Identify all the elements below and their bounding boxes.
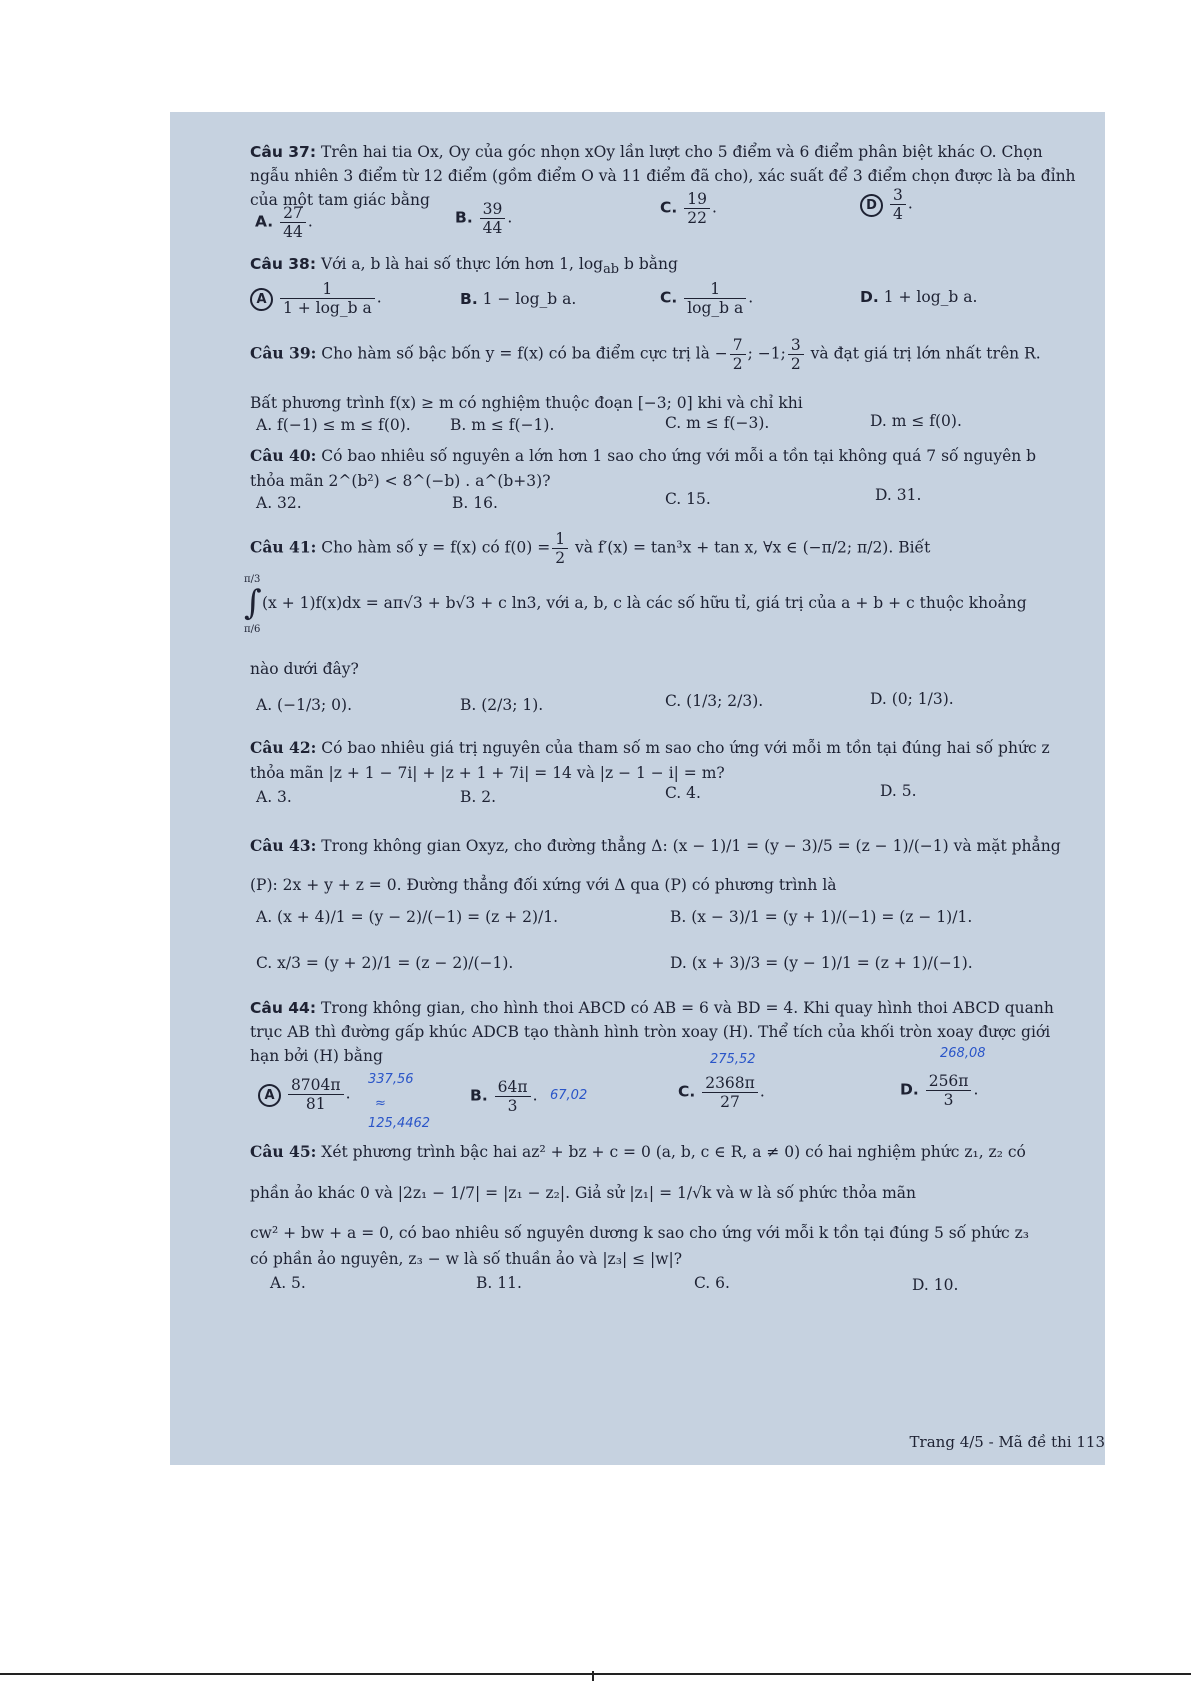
q42-option-d: D. 5. <box>880 782 917 800</box>
circled-answer-mark: A <box>250 288 273 311</box>
q37-option-c: C. $\frac{19}{22}$ . <box>660 190 717 227</box>
fraction: $\frac{8704\pi}{81}$ <box>288 1076 344 1113</box>
circled-answer-mark: D <box>860 194 883 217</box>
fraction: $\frac{1}{\text{1 + log\_b a}}$ <box>280 280 375 317</box>
photographed-exam-page <box>170 112 1105 1465</box>
question-45-label: Câu 45: <box>250 1142 317 1161</box>
question-37-label: Câu 37: <box>250 143 317 161</box>
question-43-line2: (P): 2x + y + z = 0. Đường thẳng đối xứng với Δ qua (P) có phương trình là <box>250 876 837 894</box>
handwritten-note: 67,02 <box>550 1088 588 1103</box>
q41-option-a: A. (−1/3; 0). <box>256 696 353 714</box>
q43-option-b: B. (x − 3)/1 = (y + 1)/(−1) = (z − 1)/1. <box>670 908 973 926</box>
q41-option-d: D. (0; 1/3). <box>870 690 954 708</box>
q43-option-a: A. (x + 4)/1 = (y − 2)/(−1) = (z + 2)/1. <box>256 908 559 926</box>
q44-option-b: B. $\frac{64\pi}{3}$ . <box>470 1078 538 1115</box>
q41-option-c: C. (1/3; 2/3). <box>665 692 764 710</box>
fraction: $\frac{2368\pi}{27}$ <box>702 1074 758 1111</box>
fraction: $\frac{7}{2}$ <box>730 336 746 373</box>
q38-option-c: C. $\frac{1}{\text{log\_b a}}$ . <box>660 280 754 317</box>
question-45: Câu 45: Xét phương trình bậc hai az² + bz + c = 0 (a, b, c ∈ R, a ≠ 0) có hai nghiệm phức z₁, z₂ có <box>250 1142 1026 1161</box>
q45-option-c: C. 6. <box>694 1274 730 1292</box>
q42-option-a: A. 3. <box>256 788 292 806</box>
circled-answer-mark: A <box>258 1084 281 1107</box>
question-45-line4: có phần ảo nguyên, z₃ − w là số thuần ảo và |z₃| ≤ |w|? <box>250 1250 683 1268</box>
q44-option-c: C. $\frac{2368\pi}{27}$ . <box>678 1074 765 1111</box>
question-45-line3: cw² + bw + a = 0, có bao nhiêu số nguyên dương k sao cho ứng với mỗi k tồn tại đúng 5 số phức z₃ <box>250 1224 1029 1242</box>
divider-tick <box>592 1671 594 1681</box>
fraction: $\frac{3}{4}$ <box>890 186 906 223</box>
question-43-label: Câu 43: <box>250 836 317 855</box>
handwritten-note: 337,56 <box>368 1072 414 1087</box>
q40-option-b: B. 16. <box>452 494 498 512</box>
q39-option-d: D. m ≤ f(0). <box>870 412 962 430</box>
question-39: Câu 39: Cho hàm số bậc bốn y = f(x) có ba điểm cực trị là − $\frac{7}{2}$ ; −1; $\frac{3}{2}$ và đạt giá trị lớn nhất trên R. <box>250 336 1041 373</box>
question-42: Câu 42: Có bao nhiêu giá trị nguyên của tham số m sao cho ứng với mỗi m tồn tại đúng hai số phức z <box>250 738 1050 757</box>
q41-option-b: B. (2/3; 1). <box>460 696 544 714</box>
q43-option-d: D. (x + 3)/3 = (y − 1)/1 = (z + 1)/(−1). <box>670 954 973 972</box>
q39-option-a: A. f(−1) ≤ m ≤ f(0). <box>256 416 411 434</box>
q44-option-d: D. $\frac{256\pi}{3}$ . <box>900 1072 979 1109</box>
handwritten-note: ≈ <box>375 1096 386 1111</box>
q44-option-a: A $\frac{8704\pi}{81}$ . <box>258 1076 351 1113</box>
question-39-line2: Bất phương trình f(x) ≥ m có nghiệm thuộc đoạn [−3; 0] khi và chỉ khi <box>250 394 803 412</box>
question-44-label: Câu 44: <box>250 999 317 1017</box>
question-41-label: Câu 41: <box>250 537 317 557</box>
question-38-label: Câu 38: <box>250 255 317 273</box>
q45-option-b: B. 11. <box>476 1274 522 1292</box>
q38-option-d: D. 1 + log_b a. <box>860 288 978 306</box>
question-37-text: Trên hai tia Ox, Oy của góc nhọn xOy lần lượt cho 5 điểm và 6 điểm phân biệt khác O. Chọn ngẫu nhiên 3 điểm từ 12 điểm (gồm điểm O và 11 điểm đã cho), xác suất để 3 điểm chọn được là ba đỉnh của một tam giác bằng <box>250 143 1076 209</box>
fraction: $\frac{3}{2}$ <box>788 336 804 373</box>
integral-upper-limit: π/3 <box>244 574 261 585</box>
question-40: Câu 40: Có bao nhiêu số nguyên a lớn hơn 1 sao cho ứng với mỗi a tồn tại không quá 7 số nguyên b <box>250 446 1037 465</box>
question-40-label: Câu 40: <box>250 446 317 465</box>
question-41-integral-line: (x + 1)f(x)dx = aπ√3 + b√3 + c ln3, với a, b, c là các số hữu tỉ, giá trị của a + b + c thuộc khoảng <box>262 594 1027 612</box>
q37-option-a: A. $\frac{27}{44}$ . <box>255 204 313 241</box>
question-43: Câu 43: Trong không gian Oxyz, cho đường thẳng Δ: (x − 1)/1 = (y − 3)/5 = (z − 1)/(−1) và mặt phẳng <box>250 836 1061 855</box>
handwritten-note: 125,4462 <box>368 1116 431 1131</box>
q39-option-c: C. m ≤ f(−3). <box>665 414 770 432</box>
fraction: $\frac{1}{\text{log\_b a}}$ <box>684 280 746 317</box>
fraction: $\frac{1}{2}$ <box>552 530 568 567</box>
handwritten-note: 268,08 <box>940 1046 986 1061</box>
question-42-label: Câu 42: <box>250 738 317 757</box>
q43-option-c: C. x/3 = (y + 2)/1 = (z − 2)/(−1). <box>256 954 514 972</box>
fraction: $\frac{27}{44}$ <box>280 204 306 241</box>
q42-option-c: C. 4. <box>665 784 701 802</box>
question-39-label: Câu 39: <box>250 343 317 363</box>
fraction: $\frac{19}{22}$ <box>684 190 710 227</box>
question-38: Câu 38: Với a, b là hai số thực lớn hơn 1, $\log_{ab} b$ bằng <box>250 255 678 278</box>
q40-option-a: A. 32. <box>256 494 302 512</box>
q40-option-c: C. 15. <box>665 490 711 508</box>
q39-option-b: B. m ≤ f(−1). <box>450 416 555 434</box>
q38-option-a: A $\frac{1}{\text{1 + log\_b a}}$ . <box>250 280 382 317</box>
integral-lower-limit: π/6 <box>244 624 261 635</box>
question-41-line3: nào dưới đây? <box>250 660 359 678</box>
handwritten-note: 275,52 <box>710 1052 756 1067</box>
q45-option-d: D. 10. <box>912 1276 959 1294</box>
page-footer: Trang 4/5 - Mã đề thi 113 <box>909 1433 1105 1451</box>
question-44: Câu 44: Trong không gian, cho hình thoi ABCD có AB = 6 và BD = 4. Khi quay hình thoi ABCD quanh trục AB thì đường gấp khúc ADCB tạo thành hình tròn xoay (H). Thể tích của khối tròn xoay được giới hạn bởi (H) bằng <box>250 999 1054 1065</box>
divider <box>0 1673 1191 1675</box>
q40-option-d: D. 31. <box>875 486 922 504</box>
question-42-line2: thỏa mãn |z + 1 − 7i| + |z + 1 + 7i| = 14 và |z − 1 − i| = m? <box>250 764 725 782</box>
q37-option-d: D $\frac{3}{4}$ . <box>860 186 913 223</box>
fraction: $\frac{64\pi}{3}$ <box>495 1078 531 1115</box>
integral-sign: ∫ <box>244 583 262 623</box>
q42-option-b: B. 2. <box>460 788 497 806</box>
question-40-line2: thỏa mãn 2^(b²) < 8^(−b) . a^(b+3)? <box>250 472 551 490</box>
q37-option-b: B. $\frac{39}{44}$ . <box>455 200 513 237</box>
question-45-line2: phần ảo khác 0 và |2z₁ − 1/7| = |z₁ − z₂|. Giả sử |z₁| = 1/√k và w là số phức thỏa mãn <box>250 1184 917 1202</box>
q38-option-b: B. 1 − log_b a. <box>460 290 577 308</box>
fraction: $\frac{39}{44}$ <box>480 200 506 237</box>
q45-option-a: A. 5. <box>270 1274 306 1292</box>
question-41: Câu 41: Cho hàm số y = f(x) có f(0) = $\frac{1}{2}$ và f′(x) = tan³x + tan x, ∀x ∈ (−π/2; π/2). Biết <box>250 530 931 567</box>
fraction: $\frac{256\pi}{3}$ <box>926 1072 972 1109</box>
